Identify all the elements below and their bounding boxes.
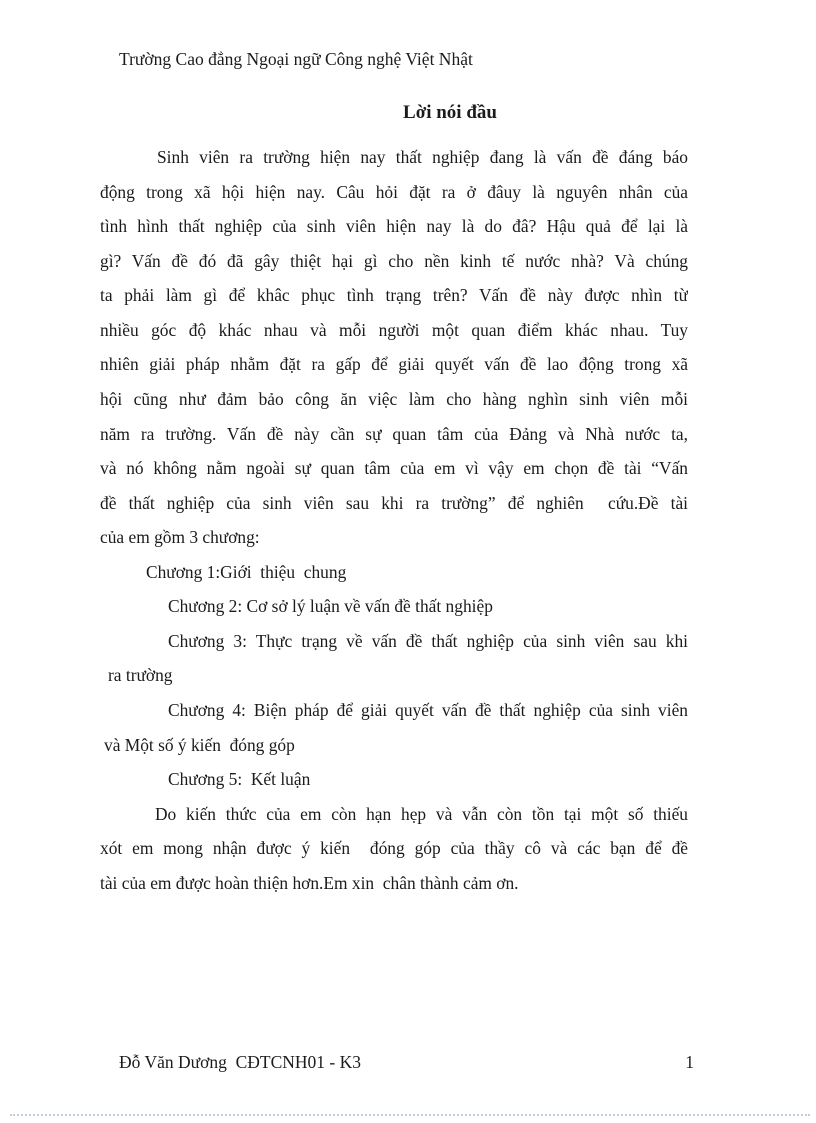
body-line: và Một số ý kiến đóng góp	[104, 734, 295, 755]
body-line chapter-line: Chương 3: Thực trạng về vấn đề thất nghiệp của sinh viên sau khi	[168, 630, 688, 651]
body-line: động trong xã hội hiện nay. Câu hỏi đặt ra ở đâuy là nguyên nhân của	[100, 181, 688, 202]
body-line: năm ra trường. Vấn đề này cần sự quan tâm của Đảng và Nhà nước ta,	[100, 423, 688, 444]
document-header: Trường Cao đẳng Ngoại ngữ Công nghệ Việt Nhật	[119, 49, 473, 69]
body-line: ta phải làm gì để khâc phục tình trạng trên? Vấn đề này được nhìn từ	[100, 285, 688, 306]
page-number: 1	[685, 1052, 694, 1072]
body-line: Sinh viên ra trường hiện nay thất nghiệp đang là vấn đề đáng báo	[157, 147, 688, 167]
page-title: Lời nói đầu	[403, 102, 497, 123]
body-line: hội cũng như đảm bảo công ăn việc làm cho hàng nghìn sinh viên mỗi	[100, 388, 688, 409]
body-line: Do kiến thức của em còn hạn hẹp và vẫn còn tồn tại một số thiếu	[155, 803, 688, 824]
body-line: ra trường	[108, 665, 173, 686]
body-line: tình hình thất nghiệp của sinh viên hiện nay là do đâ? Hậu quả để lại là	[100, 216, 688, 237]
body-line: tài của em được hoàn thiện hơn.Em xin chân thành cảm ơn.	[100, 872, 519, 893]
body-text	[100, 140, 688, 900]
body-line chapter-line: Chương 5: Kết luận	[168, 769, 311, 790]
body-line: và nó không nằm ngoài sự quan tâm của em vì vậy em chọn đề tài “Vấn	[100, 458, 688, 479]
footer-author: Đỗ Văn Dương CĐTCNH01 - K3	[119, 1052, 362, 1072]
body-line: của em gồm 3 chương:	[100, 527, 260, 548]
body-line chapter-line: Chương 2: Cơ sở lý luận về vấn đề thất nghiệp	[168, 596, 493, 617]
body-line: gì? Vấn đề đó đã gây thiệt hại gì cho nền kinh tế nước nhà? Và chúng	[100, 250, 688, 271]
body-line: xót em mong nhận được ý kiến đóng góp của thầy cô và các bạn để đề	[100, 838, 688, 859]
body-line chapter-line: Chương 4: Biện pháp để giải quyết vấn đề thất nghiệp của sinh viên	[168, 700, 688, 720]
bottom-divider	[10, 1114, 810, 1116]
body-line: nhiều góc độ khác nhau và mỗi người một quan điểm khác nhau. Tuy	[100, 319, 688, 340]
body-line: nhiên giải pháp nhằm đặt ra gấp để giải quyết vấn đề lao động trong xã	[100, 354, 688, 375]
body-line chapter-line: Chương 1:Giới thiệu chung	[146, 561, 347, 582]
body-line: đề thất nghiệp của sinh viên sau khi ra trường” để nghiên cứu.Đề tài	[100, 492, 688, 513]
